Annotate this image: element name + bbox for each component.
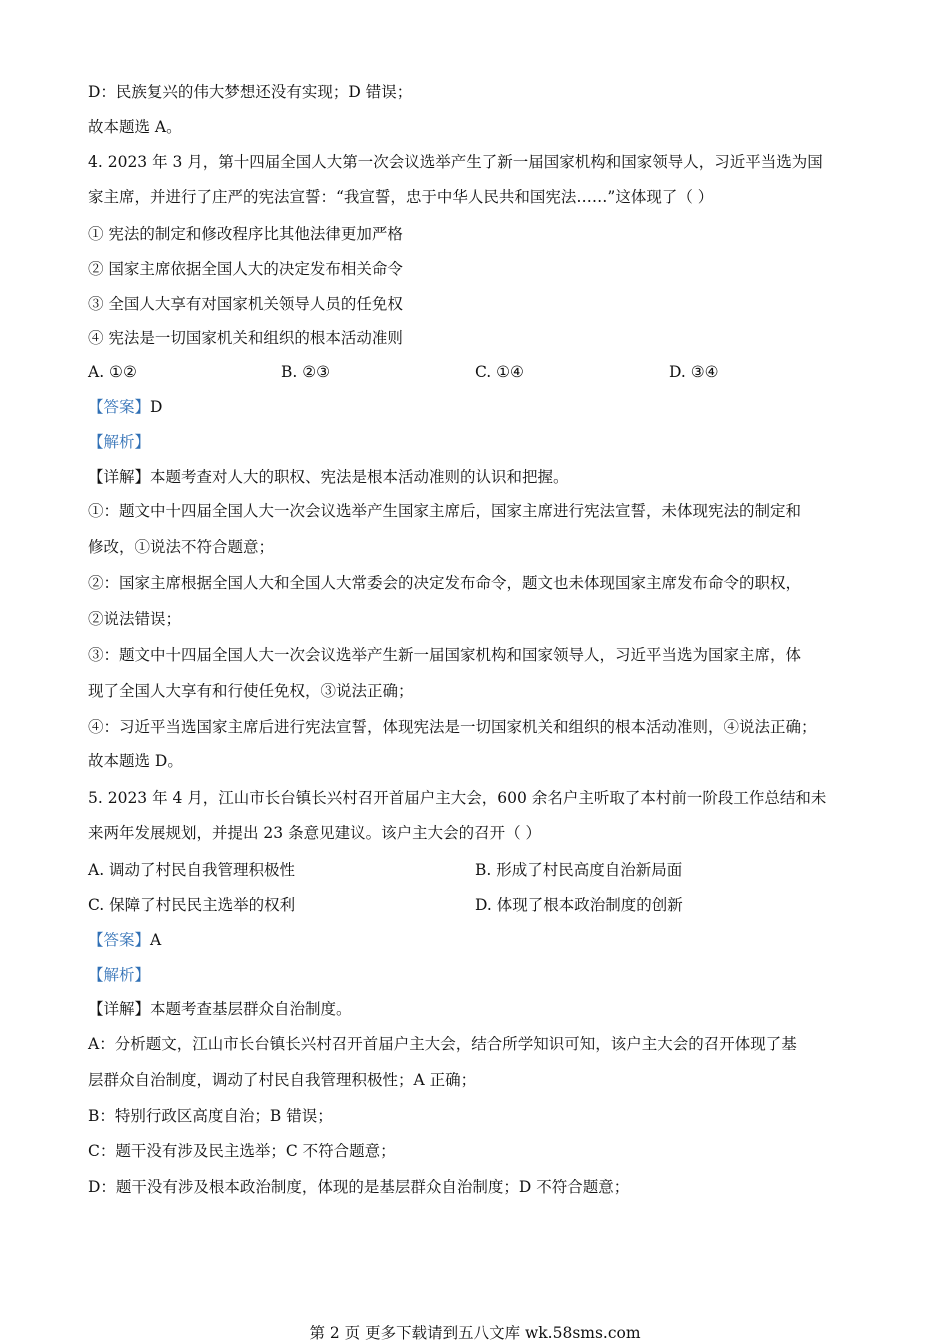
q4-analysis-heading [88,432,150,452]
answer-value: A [150,931,162,949]
answer-label: 【答案】 [88,931,151,949]
q4-conclusion: 故本题选 D。 [88,752,183,770]
analysis-label: 【解析】 [88,433,151,451]
q5-analysis-line: B：特别行政区高度自治；B 错误； [88,1107,333,1125]
q5-option-c: C. 保障了村民民主选举的权利 [88,896,296,914]
q4-option-d: D. ③④ [669,363,719,381]
q4-analysis-line: ③：题文中十四届全国人大一次会议选举产生新一届国家机构和国家领导人，习近平当选为国家主席，体 [88,646,802,664]
q4-option-b: B. ②③ [281,363,331,381]
question-5-stem: 5. 2023 年 4 月，江山市长台镇长兴村召开首届户主大会，600 余名户主听取了本村前一阶段工作总结和未 [88,789,827,807]
q5-option-b: B. 形成了村民高度自治新局面 [475,861,683,879]
statement-2: ② 国家主席依据全国人大的决定发布相关命令 [88,260,403,278]
statement-3: ③ 全国人大享有对国家机关领导人员的任免权 [88,295,403,313]
q5-analysis-line: 层群众自治制度，调动了村民自我管理积极性；A 正确； [88,1071,477,1089]
answer-value: D [150,398,163,416]
q4-analysis-line: ②说法错误； [88,610,182,628]
q4-analysis-line: ②：国家主席根据全国人大和全国人大常委会的决定发布命令，题文也未体现国家主席发布命令的职权， [88,574,802,592]
q5-analysis-line: A：分析题文，江山市长台镇长兴村召开首届户主大会，结合所学知识可知，该户主大会的召开体现了基 [88,1035,797,1053]
q4-analysis-line: ①：题文中十四届全国人大一次会议选举产生国家主席后，国家主席进行宪法宣誓，未体现宪法的制定和 [88,502,802,520]
q4-analysis-line: ④：习近平当选国家主席后进行宪法宣誓，体现宪法是一切国家机关和组织的根本活动准则，④说法正确； [88,718,817,736]
detail-text: 本题考查对人大的职权、宪法是根本活动准则的认识和把握。 [150,468,569,486]
question-4-stem: 家主席，并进行了庄严的宪法宣誓：“我宣誓，忠于中华人民共和国宪法……”这体现了（ ） [88,188,714,206]
q5-detail [88,999,352,1019]
q5-option-d: D. 体现了根本政治制度的创新 [475,896,683,914]
detail-text: 本题考查基层群众自治制度。 [150,1000,352,1018]
q4-option-c: C. ①④ [475,363,524,381]
statement-1: ① 宪法的制定和修改程序比其他法律更加严格 [88,225,403,243]
detail-label: 【详解】 [88,468,151,486]
analysis-label: 【解析】 [88,966,151,984]
answer-label: 【答案】 [88,398,151,416]
text-line: 故本题选 A。 [88,118,182,136]
text-line: D：民族复兴的伟大梦想还没有实现；D 错误； [88,83,413,101]
q4-answer [88,397,162,417]
q5-analysis-line: D：题干没有涉及根本政治制度，体现的是基层群众自治制度；D 不符合题意； [88,1178,630,1196]
q4-analysis-line: 现了全国人大享有和行使任免权，③说法正确； [88,682,414,700]
q5-analysis-line: C：题干没有涉及民主选举；C 不符合题意； [88,1142,396,1160]
q5-answer [88,930,161,950]
detail-label: 【详解】 [88,1000,151,1018]
q4-detail [88,467,569,487]
question-4-stem: 4. 2023 年 3 月，第十四届全国人大第一次会议选举产生了新一届国家机构和国家领导人，习近平当选为国 [88,153,823,171]
page-footer: 第 2 页 更多下载请到五八文库 wk.58sms.com [309,1324,641,1342]
question-5-stem: 来两年发展规划，并提出 23 条意见建议。该户主大会的召开（ ） [88,824,542,842]
q5-analysis-heading [88,965,150,985]
q5-option-a: A. 调动了村民自我管理积极性 [88,861,296,879]
statement-4: ④ 宪法是一切国家机关和组织的根本活动准则 [88,329,403,347]
q4-analysis-line: 修改，①说法不符合题意； [88,538,275,556]
q4-option-a: A. ①② [88,363,137,381]
